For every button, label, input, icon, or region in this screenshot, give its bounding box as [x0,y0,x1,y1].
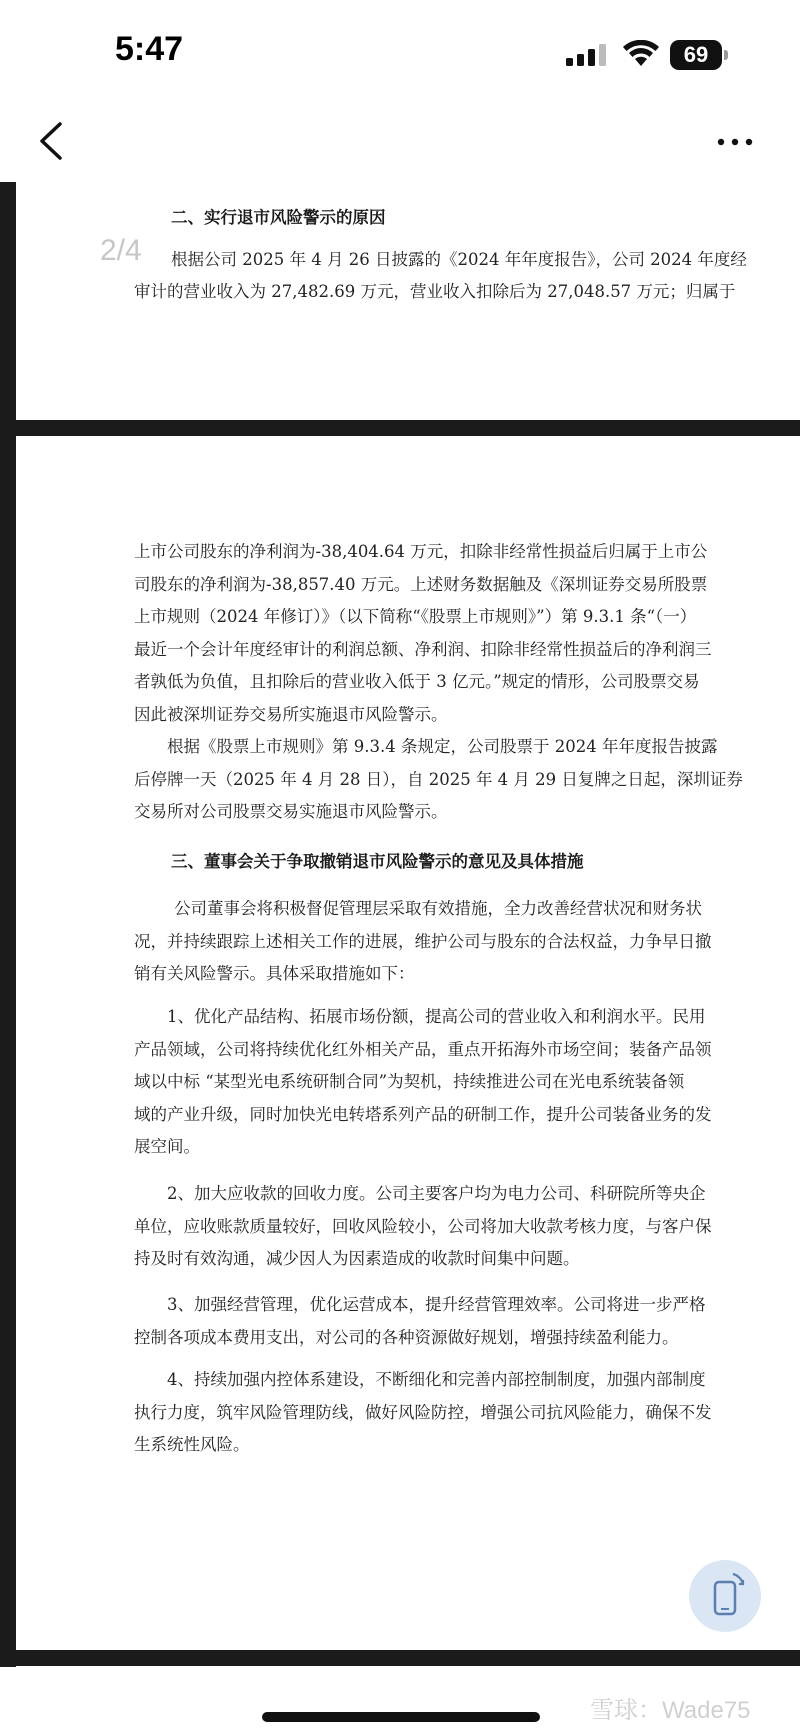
section-heading: 三、董事会关于争取撤销退市风险警示的意见及具体措施 [171,852,584,871]
paragraph: 审计的营业收入为 27,482.69 万元，营业收入扣除后为 27,048.57 万元；归属于 [134,282,736,301]
nav-bar [0,100,800,182]
document-page-2 [16,436,800,1650]
more-button[interactable] [710,122,760,162]
list-item: 4、持续加强内控体系建设，不断细化和完善内部控制制度，加强内部制度 执行力度，筑牢风险管理防线，做好风险防控，增强公司抗风险能力，确保不发 生系统性风险。 [134,1370,712,1454]
paragraph: 根据《股票上市规则》第 9.3.4 条规定，公司股票于 2024 年年度报告披露 后停牌一天（2025 年 4 月 28 日），自 2025 年 4 月 29 日复牌之日起，深圳证券 交易所对公司股票交易实施退市风险警示。 [134,737,743,821]
page-indicator: 2/4 [100,234,142,267]
list-item: 1、优化产品结构、拓展市场份额，提高公司的营业收入和利润水平。民用 产品领域，公司将持续优化红外相关产品，重点开拓海外市场空间；装备产品领 域以中标 “某型光电系统研制合同”为契机，持续推进公司在光电系统装备领 域的产业升级，同时加快光电转塔系列产品的研制工作，提升公司装备业务的发 展空间。 [134,1007,712,1156]
paragraph: 根据公司 2025 年 4 月 26 日披露的《2024 年年度报告》，公司 2024 年度经 [171,250,747,269]
page-gutter [0,182,16,1667]
watermark: 雪球：Wade75 [590,1697,751,1724]
home-indicator[interactable] [262,1712,540,1722]
cellular-signal-icon [566,44,610,66]
list-item: 2、加大应收款的回收力度。公司主要客户均为电力公司、科研院所等央企 单位，应收账款质量较好，回收风险较小，公司将加大收款考核力度，与客户保 持及时有效沟通，减少因人为因素造成的收款时间集中问题。 [134,1184,712,1268]
paragraph: 上市公司股东的净利润为-38,404.64 万元，扣除非经常性损益后归属于上市公 司股东的净利润为-38,857.40 万元。上述财务数据触及《深圳证券交易所股票 上市规则（2024 年修订）》（以下简称“《股票上市规则》”）第 9.3.1 条“（一） 最近一个会计年度经审计的利润总额、净利润、扣除非经常性损益后的净利润三 者孰低为负值，且扣除后的营业收入低于 3 亿元。”规定的情形，公司股票交易 因此被深圳证券交易所实施退市风险警示。 [134,542,712,724]
more-horizontal-icon [710,122,760,162]
chevron-left-icon [30,116,78,166]
back-button[interactable] [30,116,78,166]
battery-icon [670,40,728,70]
paragraph: 公司董事会将积极督促管理层采取有效措施，全力改善经营状况和财务状 况，并持续跟踪上述相关工作的进展，维护公司与股东的合法权益，力争早日撤 销有关风险警示。具体采取措施如下： [134,899,712,983]
section-heading: 二、实行退市风险警示的原因 [171,208,386,227]
wifi-icon [622,40,660,68]
rotate-screen-button[interactable] [689,1560,761,1632]
phone-rotate-icon [689,1560,761,1632]
list-item: 3、加强经营管理，优化运营成本，提升经营管理效率。公司将进一步严格 控制各项成本费用支出，对公司的各种资源做好规划，增强持续盈利能力。 [134,1295,706,1347]
document-page-1 [16,182,800,420]
page-separator [0,420,800,436]
status-bar [0,0,800,100]
page-separator [0,1650,800,1666]
status-time: 5:47 [115,30,184,68]
battery-level: 69 [670,40,722,70]
document-viewer[interactable] [0,182,800,1682]
